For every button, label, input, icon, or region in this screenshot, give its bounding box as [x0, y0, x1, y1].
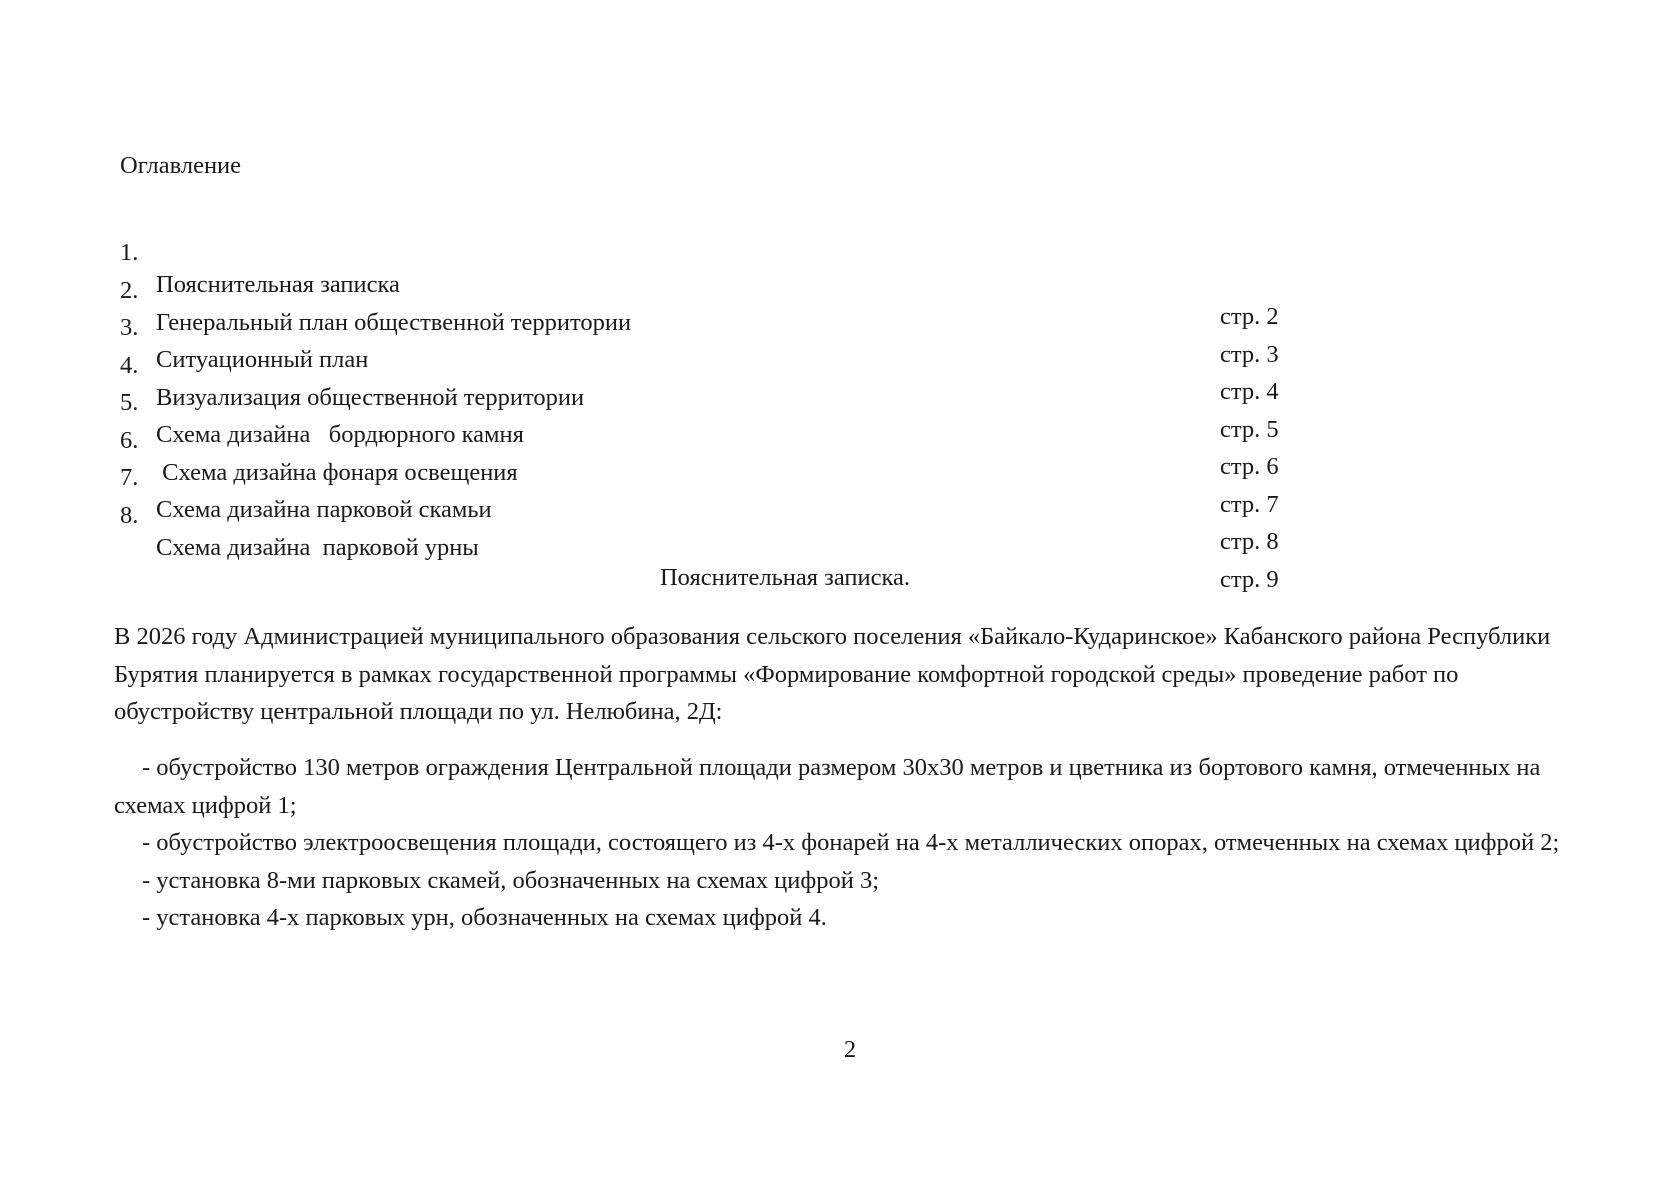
toc-item-page: стр. 9 [1220, 565, 1279, 593]
toc-item-label: Пояснительная записка [156, 271, 400, 298]
intro-paragraph: В 2026 году Администрацией муниципального образования сельского поселения «Байкало-Кударинское» Кабанского района Республики Бурятия планируется в рамках государственной программы «Формирование комфортной городской среды» проведение работ по обустройству центральной площади по ул. Нелюбина, 2Д: [114, 623, 1551, 725]
toc-item-label: Схема дизайна фонаря освещения [156, 458, 518, 486]
toc-item-number: 2. [120, 276, 139, 304]
toc-item-number: 7. [120, 464, 139, 491]
toc-item-number: 1. [120, 239, 139, 266]
toc-item-page: стр. 7 [1220, 490, 1279, 518]
toc-item-label: Схема дизайна парковой урны [156, 533, 479, 561]
work-list [114, 749, 1584, 937]
toc-item-label: Схема дизайна парковой скамьи [156, 496, 492, 523]
table-of-contents [120, 205, 1290, 593]
section-title: Пояснительная записка. [659, 564, 911, 591]
toc-item-page: стр. 3 [1220, 340, 1279, 368]
work-list-item: - установка 8-ми парковых скамей, обозначенных на схемах цифрой 3; [142, 866, 880, 894]
work-list-item: - обустройство электроосвещения площади, состоящего из 4-х фонарей на 4-х металлических опорах, отмеченных на схемах цифрой 2; [142, 829, 1560, 856]
toc-item-number: 8. [120, 501, 139, 529]
toc-title: Оглавление [120, 152, 242, 179]
work-list-item: - установка 4-х парковых урн, обозначенных на схемах цифрой 4. [142, 904, 827, 931]
toc-item-label: Генеральный план общественной территории [156, 308, 632, 336]
toc-item-page: стр. 8 [1220, 528, 1279, 555]
toc-item-label: Ситуационный план [156, 346, 369, 373]
toc-item-number: 5. [120, 389, 139, 416]
toc-item-page: стр. 5 [1220, 415, 1279, 443]
toc-item-page: стр. 2 [1220, 303, 1279, 330]
toc-item-number: 6. [120, 426, 139, 454]
page-number: 2 [843, 1036, 857, 1063]
toc-item-page: стр. 4 [1220, 378, 1279, 405]
toc-item-label: Визуализация общественной территории [156, 383, 585, 411]
work-list-item: - обустройство 130 метров ограждения Центральной площади размером 30х30 метров и цветника из бортового камня, отмеченных на схемах цифрой 1; [114, 754, 1541, 819]
toc-item-label: Схема дизайна бордюрного камня [156, 421, 524, 448]
toc-item-number: 3. [120, 314, 139, 341]
toc-item-number: 4. [120, 351, 139, 379]
toc-item-page: стр. 6 [1220, 453, 1279, 480]
